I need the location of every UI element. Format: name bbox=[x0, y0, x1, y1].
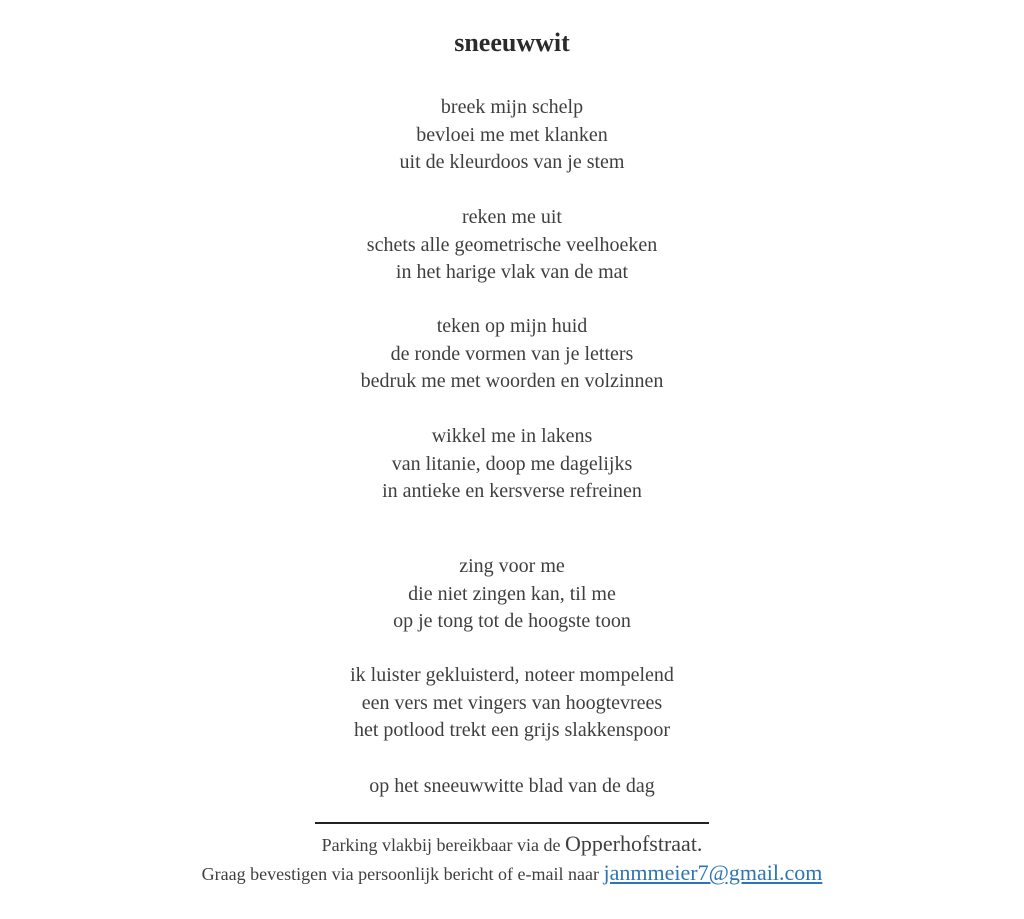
stanza-4 bbox=[0, 423, 1024, 506]
poem-line: uit de kleurdoos van je stem bbox=[399, 151, 625, 173]
poem-line: op je tong tot de hoogste toon bbox=[393, 610, 631, 632]
poem-line: in het harige vlak van de mat bbox=[395, 261, 629, 283]
poem-line: in antieke en kersverse refreinen bbox=[382, 480, 642, 502]
poem-title: sneeuwwit bbox=[454, 28, 570, 57]
poem-line: zing voor me bbox=[459, 555, 565, 577]
poem-line: een vers met vingers van hoogtevrees bbox=[361, 691, 663, 714]
parking-text: Parking vlakbij bereikbaar via de bbox=[321, 835, 565, 855]
poem-line: ik luister gekluisterd, noteer mompelend bbox=[350, 664, 674, 686]
poem-line: schets alle geometrische veelhoeken bbox=[366, 233, 658, 256]
stanza-7 bbox=[0, 773, 1024, 801]
confirm-text: Graag bevestigen via persoonlijk bericht of e-mail naar bbox=[201, 864, 604, 884]
stanza-3 bbox=[0, 313, 1024, 396]
confirm-note bbox=[0, 861, 1024, 886]
poem-line: van litanie, doop me dagelijks bbox=[391, 452, 633, 475]
poem-line: de ronde vormen van je letters bbox=[390, 342, 634, 365]
poem-line: op het sneeuwwitte blad van de dag bbox=[369, 775, 655, 797]
stanza-6 bbox=[0, 662, 1024, 745]
parking-note bbox=[0, 832, 1024, 857]
divider-line bbox=[315, 822, 709, 824]
poem-line: teken op mijn huid bbox=[436, 315, 588, 337]
poem-line: bevloei me met klanken bbox=[416, 123, 608, 146]
poem-line: het potlood trekt een grijs slakkenspoor bbox=[353, 719, 671, 741]
email-link[interactable]: janmmeier7@gmail.com bbox=[603, 860, 823, 885]
poem-line: die niet zingen kan, til me bbox=[408, 582, 616, 605]
poem-line: reken me uit bbox=[462, 206, 562, 228]
stanza-2 bbox=[0, 204, 1024, 287]
stanza-5 bbox=[0, 553, 1024, 636]
parking-street: Opperhofstraat. bbox=[564, 831, 703, 856]
stanza-1 bbox=[0, 94, 1024, 177]
poem-line: breek mijn schelp bbox=[440, 96, 584, 118]
poem-line: wikkel me in lakens bbox=[431, 425, 593, 447]
poem-line: bedruk me met woorden en volzinnen bbox=[360, 370, 664, 392]
